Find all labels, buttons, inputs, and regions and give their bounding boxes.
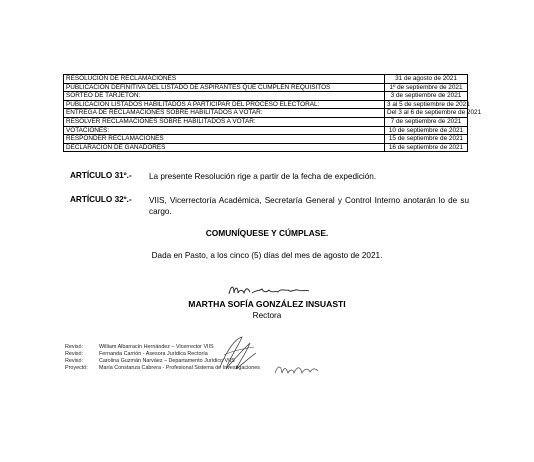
schedule-date: 31 de agosto de 2021 <box>385 75 468 84</box>
schedule-row <box>64 143 468 152</box>
signer-name: MARTHA SOFÍA GONZÁLEZ INSUASTI <box>188 299 346 309</box>
schedule-date: 3 al 5 de septiembre de 2021 <box>385 100 468 109</box>
schedule-date: 3 de septiembre de 2021 <box>385 92 468 101</box>
article-32-text: VIIS, Vicerrectoría Académica, Secretaría General y Control Interno anotarán lo de su cargo. <box>149 196 469 216</box>
review-person: Fernanda Carrión - Asesora Jurídica Rectoría <box>99 351 208 357</box>
schedule-date: 16 de septiembre de 2021 <box>385 143 468 152</box>
schedule-date: 15 de septiembre de 2021 <box>385 135 468 144</box>
schedule-row <box>64 135 468 144</box>
review-person: William Albarracín Hernández – Vicerrector VIIS <box>99 344 214 350</box>
schedule-row <box>64 117 468 126</box>
schedule-date: 1º de septiembre de 2021 <box>385 83 468 92</box>
schedule-activity: PUBLICACIÓN LISTADOS HABILITADOS A PARTICIPAR DEL PROCESO ELECTORAL: <box>64 100 385 109</box>
review-role: Revisó: <box>65 351 83 357</box>
schedule-table <box>63 74 482 152</box>
article-31-text: La presente Resolución rige a partir de la fecha de expedición. <box>149 172 377 181</box>
schedule-row <box>64 109 468 118</box>
schedule-row <box>64 92 468 101</box>
review-person: Carolina Guzmán Narváez – Departamento Jurídico VIIS <box>99 358 235 364</box>
review-role: Proyectó: <box>65 365 88 371</box>
schedule-activity: ENTREGA DE RECLAMACIONES SOBRE HABILITADOS A VOTAR: <box>64 109 385 118</box>
review-person: María Constanza Cabrera - Profesional Sistema de Investigaciones <box>99 365 260 371</box>
schedule-activity: SORTEO DE TARJETÓN: <box>64 92 385 101</box>
review-role: Revisó: <box>65 344 83 350</box>
schedule-activity: RESOLUCIÓN DE RECLAMACIONES <box>64 75 385 84</box>
article-31-label: ARTÍCULO 31º.- <box>70 171 132 180</box>
review-role: Revisó: <box>65 358 83 364</box>
schedule-date: 10 de septiembre de 2021 <box>385 126 468 135</box>
schedule-activity: PUBLICACIÓN DEFINITIVA DEL LISTADO DE ASPIRANTES QUE CUMPLEN REQUISITOS <box>64 83 385 92</box>
schedule-row <box>64 100 468 109</box>
schedule-activity: RESOLVER RECLAMACIONES SOBRE HABILITADOS A VOTAR: <box>64 117 385 126</box>
schedule-date: Del 3 al 6 de septiembre de 2021 <box>385 109 468 118</box>
article-32-label: ARTÍCULO 32º.- <box>70 195 132 204</box>
dated-line: Dada en Pasto, a los cinco (5) días del mes de agosto de 2021. <box>151 251 383 260</box>
schedule-activity: VOTACIONES: <box>64 126 385 135</box>
rector-signature <box>226 281 312 299</box>
projector-signature <box>272 361 320 379</box>
schedule-row <box>64 126 468 135</box>
reviewer-signature <box>216 333 260 373</box>
schedule-row <box>64 75 468 84</box>
signer-title: Rectora <box>252 311 282 320</box>
schedule-row <box>64 83 468 92</box>
schedule-activity: RESPONDER RECLAMACIONES <box>64 135 385 144</box>
schedule-activity: DECLARACIÓN DE GANADORES <box>64 143 385 152</box>
closing-formula: COMUNÍQUESE Y CÚMPLASE. <box>205 228 329 238</box>
schedule-date: 7 de septiembre de 2021 <box>385 117 468 126</box>
